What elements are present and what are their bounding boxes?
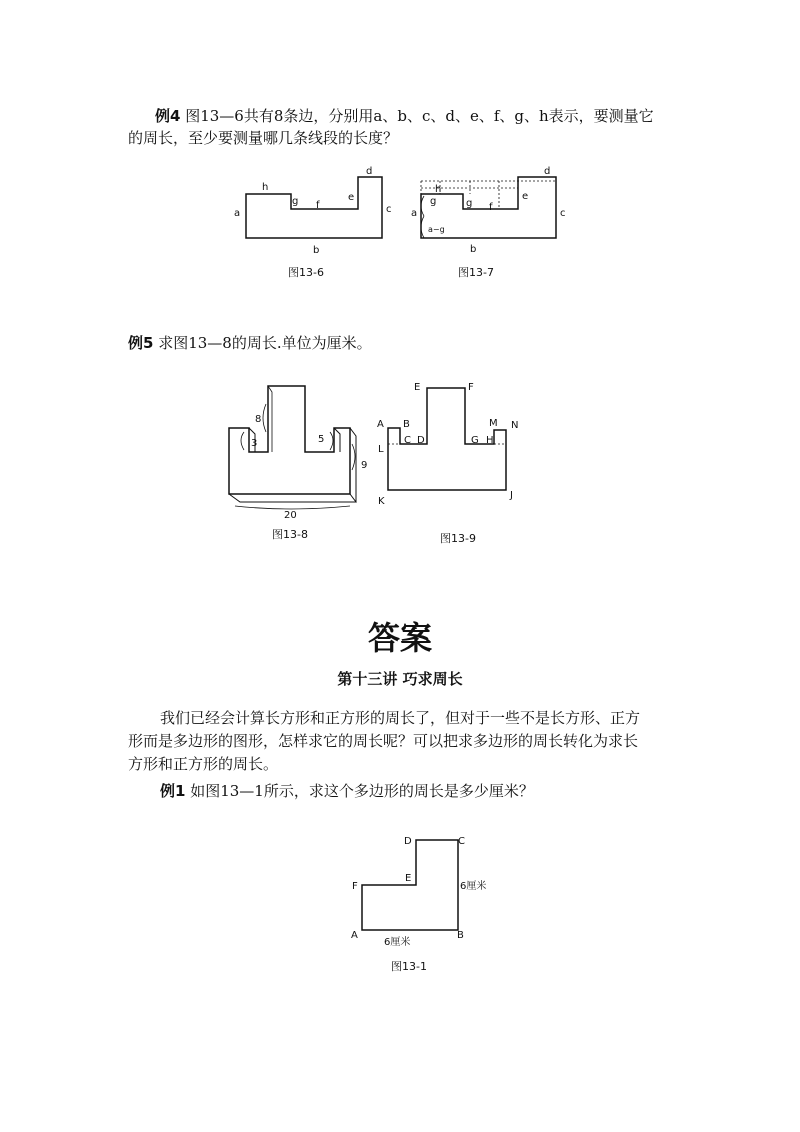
- fig13-9-label-J: J: [510, 490, 513, 501]
- fig13-1-caption: 图13-1: [391, 960, 427, 973]
- fig13-7-label-c: c: [560, 208, 566, 219]
- fig13-6-label-a: a: [234, 208, 241, 219]
- fig13-7-label-a-minus-g: a−g: [428, 225, 445, 234]
- intro-line-2: 形而是多边形的图形，怎样求它的周长呢？可以把求多边形的周长转化为求长: [128, 732, 639, 750]
- fig13-9-label-A: A: [377, 419, 384, 430]
- fig13-6-caption: 图13-6: [288, 266, 324, 279]
- fig13-1-label-A: A: [351, 930, 358, 941]
- example4-text-2: 的周长，至少要测量哪几条线段的长度？: [128, 129, 399, 147]
- intro-line-1: 我们已经会计算长方形和正方形的周长了，但对于一些不是长方形、正方: [160, 709, 641, 727]
- fig13-7-label-g2: g: [466, 198, 473, 209]
- fig13-9-label-C: C: [404, 435, 411, 446]
- fig13-6-label-h: h: [262, 182, 269, 193]
- intro-line-3: 方形和正方形的周长。: [128, 755, 279, 773]
- fig13-1-label-E: E: [405, 873, 412, 884]
- fig13-7-label-f: f: [489, 202, 493, 213]
- fig13-1-label-right: 6厘米: [460, 881, 487, 892]
- fig13-9-caption: 图13-9: [440, 532, 476, 545]
- fig13-9-label-H: H: [486, 435, 494, 446]
- fig13-8-label-5: 5: [318, 434, 325, 445]
- fig13-1-label-bottom: 6厘米: [384, 937, 411, 948]
- fig13-8-label-9: 9: [361, 460, 368, 471]
- example5-text: 求图13—8的周长.单位为厘米。: [158, 334, 372, 352]
- example1-label: 例1: [160, 782, 186, 800]
- fig13-9-label-G: G: [471, 435, 479, 446]
- fig13-7-outline: [421, 177, 556, 238]
- fig13-7-label-e: e: [522, 191, 529, 202]
- fig13-1-label-B: B: [457, 930, 464, 941]
- fig13-6-outline: [246, 177, 382, 238]
- fig13-8-label-20: 20: [284, 510, 297, 521]
- fig13-1-label-F: F: [352, 881, 358, 892]
- fig13-9-label-D: D: [417, 435, 425, 446]
- fig13-6-label-e: e: [348, 192, 355, 203]
- fig13-7-label-b: b: [470, 244, 477, 255]
- fig13-6-label-g: g: [292, 196, 299, 207]
- example4-line1: [155, 104, 654, 128]
- example5-line: [128, 331, 372, 355]
- fig13-9-label-E: E: [414, 382, 421, 393]
- fig13-1-label-C: C: [458, 836, 465, 847]
- fig13-9-label-K: K: [378, 496, 385, 507]
- fig13-7-label-g: g: [430, 196, 437, 207]
- fig13-6-label-d: d: [366, 166, 373, 177]
- fig13-9-label-M: M: [489, 418, 498, 429]
- fig13-6-label-b: b: [313, 245, 320, 256]
- fig13-9-label-N: N: [511, 420, 519, 431]
- fig13-7-label-h: h: [435, 184, 442, 195]
- fig13-9-label-L: L: [378, 444, 384, 455]
- fig13-8-caption: 图13-8: [272, 528, 308, 541]
- example4-label: 例4: [155, 107, 181, 125]
- example4-text-1: 图13—6共有8条边，分别用a、b、c、d、e、f、g、h表示，要测量它: [185, 107, 654, 125]
- fig13-1-label-D: D: [404, 836, 412, 847]
- example4-line2: [128, 126, 398, 150]
- lecture-title: 第十三讲 巧求周长: [337, 670, 463, 688]
- fig13-7-caption: 图13-7: [458, 266, 494, 279]
- example5-label: 例5: [128, 334, 154, 352]
- fig13-9-label-B: B: [403, 419, 410, 430]
- fig13-7-label-d: d: [544, 166, 551, 177]
- fig13-8-label-3: 3: [251, 438, 258, 449]
- fig13-7-label-a: a: [411, 208, 418, 219]
- answers-title: 答案: [367, 619, 432, 657]
- fig13-6-label-f: f: [316, 200, 320, 211]
- example1-line: [160, 779, 534, 803]
- fig13-6-label-c: c: [386, 204, 392, 215]
- fig13-9-label-F: F: [468, 382, 474, 393]
- example1-text: 如图13—1所示，求这个多边形的周长是多少厘米？: [190, 782, 534, 800]
- fig13-8-label-8: 8: [255, 414, 262, 425]
